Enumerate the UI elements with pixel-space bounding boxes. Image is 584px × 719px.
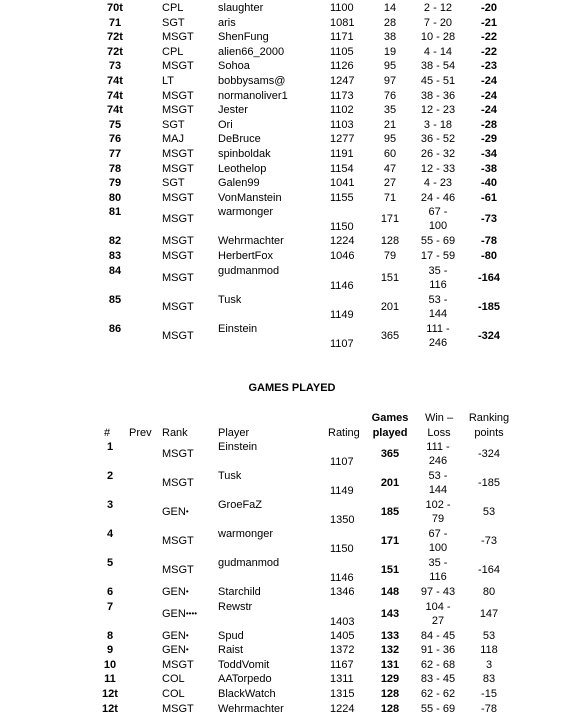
ranking-points: -164 [477, 271, 501, 284]
rank: COL [162, 673, 185, 686]
rating: 1081 [330, 16, 355, 29]
row-number: 6 [106, 586, 114, 598]
rating: 1171 [330, 31, 354, 44]
header-num: # [104, 427, 111, 439]
row-number: 78 [108, 162, 122, 175]
win-loss-line2: 116 [429, 278, 447, 291]
player-name: AATorpedo [218, 673, 272, 686]
rank: MSGT [162, 329, 194, 342]
rank: SGT [162, 16, 185, 29]
rating: 1173 [330, 89, 354, 102]
games-played: 365 [380, 448, 400, 460]
rank: GEN•••• [162, 607, 198, 620]
table-row [0, 133, 584, 148]
rating: 1046 [330, 250, 355, 262]
rating: 1405 [330, 629, 355, 642]
win-loss: 7 - 20 [423, 16, 453, 29]
ranking-points: -78 [481, 235, 497, 248]
rank-stars: • [185, 507, 189, 516]
games-played: 128 [380, 688, 400, 700]
table-row [0, 323, 584, 352]
player-name: GroeFaZ [218, 499, 263, 511]
table-row [0, 688, 584, 703]
games-played: 76 [383, 89, 397, 102]
header-rank: Rank [162, 427, 188, 439]
rating: 1315 [330, 688, 355, 700]
player-name: Ori [218, 118, 233, 131]
table-row [0, 75, 584, 90]
header-games-line1: Games [371, 412, 409, 424]
ranking-points: -324 [477, 329, 501, 342]
player-name: Galen99 [218, 177, 260, 190]
win-loss: 111 - [426, 322, 450, 335]
row-number: 72t [107, 45, 123, 58]
win-loss: 24 - 46 [420, 191, 456, 204]
rank-stars: •••• [185, 608, 198, 618]
ranking-points: 80 [482, 586, 496, 598]
table-row [0, 470, 584, 499]
win-loss-line2: 116 [429, 571, 447, 583]
rank: CPL [162, 45, 184, 58]
games-played: 131 [380, 658, 400, 671]
games-played: 201 [380, 300, 400, 313]
table-row [0, 557, 584, 586]
header-pts-line2: points [474, 427, 504, 439]
win-loss-line2: 246 [428, 336, 448, 349]
rank: COL [162, 688, 185, 700]
row-number: 12t [102, 688, 118, 700]
games-played: 38 [383, 31, 397, 44]
win-loss-line2: 27 [431, 614, 445, 627]
games-played: 19 [383, 45, 397, 58]
rating: 1154 [330, 162, 354, 175]
table-row [0, 31, 584, 46]
games-played: 133 [380, 629, 400, 642]
row-number: 76 [108, 133, 122, 146]
table-row [0, 104, 584, 119]
win-loss-line2: 79 [431, 513, 445, 525]
table-row [0, 46, 584, 61]
win-loss: 67 - [428, 206, 448, 219]
row-number: 72t [107, 31, 123, 44]
games-played: 129 [380, 673, 400, 686]
row-number: 7 [106, 600, 114, 613]
rank-stars: • [185, 587, 189, 596]
row-number: 8 [106, 629, 114, 642]
row-number: 82 [108, 235, 122, 248]
win-loss: 55 - 69 [420, 702, 456, 715]
games-played: 28 [383, 16, 397, 29]
games-played: 128 [380, 235, 400, 248]
header-pts-line1: Ranking [468, 412, 510, 424]
table-row [0, 265, 584, 294]
rank: LT [162, 75, 175, 87]
ranking-points: -38 [481, 162, 497, 175]
header-wl-line1: Win – [424, 412, 454, 424]
player-name: slaughter [218, 2, 264, 14]
ranking-points: -164 [477, 564, 501, 576]
table-row [0, 601, 584, 630]
rank: MSGT [162, 477, 194, 489]
rating: 1107 [330, 456, 354, 468]
rank: GEN• [162, 629, 189, 642]
ranking-points: -15 [481, 688, 497, 700]
win-loss: 4 - 23 [423, 177, 453, 190]
games-played-title: GAMES PLAYED [248, 382, 336, 394]
rank: SGT [162, 118, 185, 131]
table-row [0, 673, 584, 688]
games-played: 185 [380, 506, 400, 518]
header-prev: Prev [129, 427, 152, 439]
row-number: 86 [108, 322, 122, 335]
player-name: Spud [218, 629, 244, 642]
table-row [0, 148, 584, 163]
rating: 1224 [330, 702, 355, 715]
games-played: 95 [383, 133, 397, 146]
player-name: aris [218, 16, 236, 29]
ranking-points: -21 [481, 16, 497, 29]
header-games-line2: played [372, 427, 408, 439]
win-loss: 38 - 36 [420, 89, 456, 102]
rating: 1311 [330, 673, 354, 686]
win-loss-line2: 100 [428, 220, 448, 233]
ranking-points: 147 [479, 607, 499, 620]
rating: 1100 [330, 2, 354, 14]
table-row [0, 163, 584, 178]
player-name: ToddVomit [218, 658, 270, 671]
rating: 1126 [330, 60, 354, 73]
ranking-points: 118 [480, 644, 498, 657]
rank: MSGT [162, 235, 194, 248]
ranking-points: -80 [481, 250, 497, 262]
win-loss-line2: 100 [428, 542, 448, 554]
table-row [0, 659, 584, 674]
row-number: 81 [108, 206, 122, 219]
win-loss: 104 - [425, 600, 451, 613]
row-number: 3 [106, 499, 114, 511]
ranking-points: -324 [477, 448, 501, 460]
row-number: 80 [108, 191, 122, 204]
win-loss-line2: 144 [428, 307, 448, 320]
rank: MAJ [162, 133, 184, 146]
player-name: Tusk [218, 293, 242, 306]
rating: 1155 [330, 191, 354, 204]
table-row [0, 528, 584, 557]
win-loss: 111 - [426, 441, 450, 453]
games-played: 128 [380, 702, 400, 715]
games-played: 79 [383, 250, 397, 262]
win-loss: 35 - [428, 264, 448, 277]
win-loss: 83 - 45 [420, 673, 456, 686]
rating: 1146 [330, 279, 354, 292]
table-row [0, 644, 584, 659]
row-number: 73 [108, 60, 122, 73]
win-loss: 12 - 33 [420, 162, 456, 175]
row-number: 4 [106, 528, 114, 540]
rating: 1346 [330, 586, 355, 598]
rating: 1149 [330, 485, 354, 497]
rank: CPL [162, 2, 184, 14]
rank: MSGT [162, 535, 194, 547]
win-loss: 38 - 54 [420, 60, 456, 73]
win-loss: 97 - 43 [420, 586, 456, 598]
player-name: bobbysams@ [218, 75, 286, 87]
rank-stars: • [185, 630, 189, 640]
games-played: 365 [380, 329, 400, 342]
ranking-points: -73 [481, 213, 497, 226]
win-loss: 2 - 12 [423, 2, 453, 14]
player-name: Raist [218, 644, 244, 657]
rank: GEN• [162, 586, 189, 598]
rank: MSGT [162, 162, 194, 175]
row-number: 9 [106, 644, 114, 657]
player-name: DeBruce [218, 133, 261, 146]
table-row [0, 441, 584, 470]
row-number: 74t [107, 89, 123, 102]
rank: GEN• [162, 506, 189, 518]
win-loss: 62 - 62 [420, 688, 456, 700]
row-number: 12t [102, 702, 118, 715]
rating: 1105 [330, 45, 354, 58]
games-played: 35 [383, 104, 397, 117]
player-name: gudmanmod [218, 557, 280, 569]
games-played: 148 [380, 586, 400, 598]
rank: MSGT [162, 448, 194, 460]
table-row [0, 499, 584, 528]
ranking-points: -61 [481, 191, 497, 204]
games-played: 171 [380, 213, 400, 226]
player-name: Leothelop [218, 162, 267, 175]
rating: 1149 [330, 308, 354, 321]
win-loss: 36 - 52 [420, 133, 456, 146]
win-loss: 102 - [425, 499, 451, 511]
player-name: normanoliver1 [218, 89, 288, 102]
row-number: 11 [104, 673, 116, 686]
rank: MSGT [162, 250, 194, 262]
rating: 1041 [330, 177, 355, 190]
rating: 1102 [330, 104, 354, 117]
ranking-points: 53 [482, 506, 496, 518]
header-wl-line2: Loss [427, 427, 451, 439]
rank: MSGT [162, 89, 194, 102]
row-number: 10 [103, 658, 117, 671]
row-number: 77 [108, 148, 122, 160]
row-number: 74t [107, 75, 123, 87]
row-number: 5 [106, 557, 114, 569]
ranking-points: 53 [482, 629, 496, 642]
win-loss: 55 - 69 [420, 235, 456, 248]
games-played: 151 [380, 564, 400, 576]
header-player: Player [218, 427, 250, 439]
rank: MSGT [162, 300, 194, 313]
ranking-points: -185 [477, 477, 501, 489]
games-played: 71 [383, 191, 397, 204]
games-played: 47 [383, 162, 397, 175]
rank: SGT [162, 177, 185, 190]
table-row [0, 250, 584, 265]
row-number: 83 [108, 250, 122, 262]
table-row [0, 119, 584, 134]
player-name: HerbertFox [218, 250, 274, 262]
win-loss: 67 - [428, 528, 448, 540]
rating: 1103 [330, 118, 354, 131]
ranking-points: -23 [481, 60, 497, 73]
ranking-points: -24 [481, 89, 497, 102]
win-loss: 4 - 14 [423, 45, 453, 58]
rating: 1224 [330, 235, 355, 248]
ranking-points: -22 [481, 31, 497, 44]
table-row [0, 17, 584, 32]
games-played: 27 [383, 177, 397, 190]
games-played: 171 [380, 535, 400, 547]
win-loss: 53 - [428, 470, 448, 482]
player-name: Rewstr [218, 600, 253, 613]
games-played: 151 [380, 271, 400, 284]
table-row [0, 235, 584, 250]
player-name: gudmanmod [218, 264, 280, 277]
ranking-points: -28 [481, 118, 497, 131]
win-loss: 3 - 18 [423, 118, 453, 131]
rank: MSGT [162, 702, 194, 715]
rank: MSGT [162, 213, 194, 226]
row-number: 1 [106, 441, 114, 453]
row-number: 70t [107, 2, 123, 14]
ranking-points: -34 [481, 148, 497, 160]
win-loss: 91 - 36 [420, 644, 456, 657]
games-played-header [0, 410, 584, 440]
player-name: Wehrmachter [218, 702, 284, 715]
player-name: Tusk [218, 470, 242, 482]
win-loss: 26 - 32 [420, 148, 456, 160]
rank: MSGT [162, 31, 194, 44]
games-played: 21 [383, 118, 397, 131]
ranking-points: -24 [481, 104, 497, 117]
games-played: 201 [380, 477, 400, 489]
rating: 1350 [330, 514, 355, 526]
games-played: 14 [383, 2, 397, 14]
games-played: 143 [380, 607, 400, 620]
win-loss: 10 - 28 [420, 31, 456, 44]
player-name: Jester [218, 104, 248, 117]
row-number: 79 [108, 177, 122, 190]
player-name: Sohoa [218, 60, 250, 73]
player-name: warmonger [218, 528, 274, 540]
row-number: 71 [108, 16, 122, 29]
row-number: 2 [106, 470, 114, 482]
ranking-points: -40 [481, 177, 497, 190]
row-number: 84 [108, 264, 122, 277]
win-loss: 53 - [428, 293, 448, 306]
ranking-points: -73 [481, 535, 497, 547]
ranking-points: -22 [481, 45, 497, 58]
rank: MSGT [162, 148, 194, 160]
table-row [0, 206, 584, 235]
games-played: 97 [383, 75, 397, 87]
row-number: 75 [108, 118, 122, 131]
table-row [0, 60, 584, 75]
win-loss: 17 - 59 [420, 250, 456, 262]
ranking-points: -20 [481, 2, 497, 14]
rating: 1277 [330, 133, 355, 146]
table-row [0, 2, 584, 17]
rating: 1150 [330, 543, 354, 555]
win-loss: 35 - [428, 557, 448, 569]
win-loss: 62 - 68 [420, 658, 456, 671]
ranking-points: -29 [481, 133, 497, 146]
player-name: Starchild [218, 586, 261, 598]
rank-stars: • [185, 645, 189, 655]
player-name: warmonger [218, 206, 274, 219]
player-name: ShenFung [218, 31, 269, 44]
rating: 1191 [330, 148, 354, 160]
table-row [0, 294, 584, 323]
player-name: alien66_2000 [218, 45, 285, 58]
win-loss-line2: 144 [428, 484, 448, 496]
rank: MSGT [162, 104, 194, 117]
ranking-points: -78 [481, 702, 497, 715]
rating: 1403 [330, 615, 355, 628]
player-name: BlackWatch [218, 688, 276, 700]
games-played: 60 [383, 148, 397, 160]
rating: 1372 [330, 644, 355, 657]
table-row [0, 703, 584, 718]
table-row [0, 90, 584, 105]
win-loss-line2: 246 [428, 455, 448, 467]
rank: MSGT [162, 191, 194, 204]
win-loss: 84 - 45 [420, 629, 456, 642]
row-number: 74t [107, 104, 123, 117]
player-name: Wehrmachter [218, 235, 284, 248]
table-row [0, 177, 584, 192]
player-name: VonManstein [218, 191, 282, 204]
games-played: 95 [383, 60, 397, 73]
rank: MSGT [162, 658, 194, 671]
ranking-points: 3 [485, 658, 493, 671]
ranking-points: 83 [482, 673, 496, 686]
rank: MSGT [162, 564, 194, 576]
rating: 1247 [330, 75, 355, 87]
win-loss: 45 - 51 [420, 75, 456, 87]
rating: 1107 [330, 337, 354, 350]
row-number: 85 [108, 293, 122, 306]
player-name: spinboldak [218, 148, 271, 160]
player-name: Einstein [218, 441, 258, 453]
rating: 1167 [330, 658, 354, 671]
rating: 1146 [330, 572, 354, 584]
table-row [0, 630, 584, 645]
ranking-points: -185 [477, 300, 501, 313]
rank: MSGT [162, 60, 194, 73]
games-played: 132 [380, 644, 400, 657]
ranking-points: -24 [481, 75, 497, 87]
table-row [0, 586, 584, 601]
table-row [0, 192, 584, 207]
rank: MSGT [162, 271, 194, 284]
win-loss: 12 - 23 [420, 104, 456, 117]
rating: 1150 [330, 221, 354, 234]
rank: GEN• [162, 644, 189, 657]
header-rating: Rating [328, 427, 360, 439]
player-name: Einstein [218, 322, 258, 335]
